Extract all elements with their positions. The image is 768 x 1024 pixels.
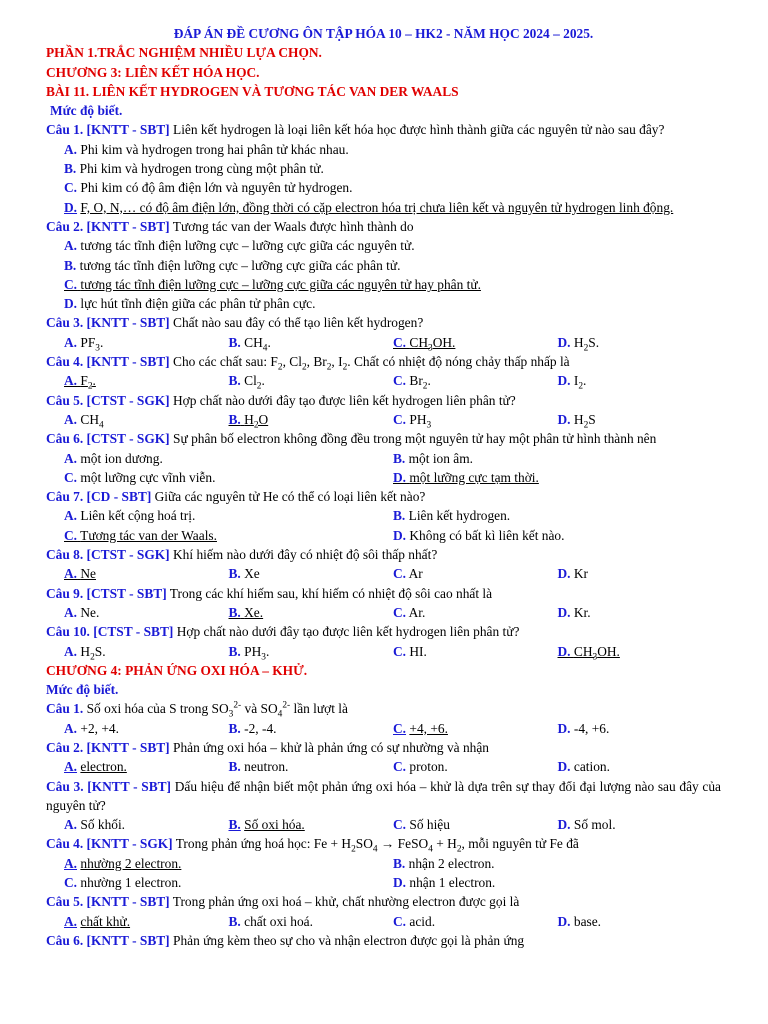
option-b: B. Phi kim và hydrogen trong cùng một phân tử. [64, 161, 324, 177]
question-number: Câu 2. [KNTT - SBT] [46, 739, 170, 755]
option-b: B. $PH_3$. [228, 643, 270, 663]
option-b: B. Liên kết hydrogen. [393, 508, 511, 524]
options-row [46, 564, 721, 583]
option-c: C. nhường 1 electron. [64, 875, 182, 891]
option-a: A. Ne. [64, 604, 100, 620]
option-a-correct: A. nhường 2 electron. [64, 855, 182, 871]
question-number: Câu 4. [KNTT - SGK] [46, 836, 173, 852]
question-number: Câu 4. [KNTT - SBT] [46, 354, 170, 370]
options-row [46, 333, 721, 352]
option-c: C. Số hiệu [393, 817, 450, 833]
question-number: Câu 9. [CTST - SBT] [46, 585, 167, 601]
question-number: Câu 10. [CTST - SBT] [46, 624, 174, 640]
question-text: Câu 2. [KNTT - SBT] Phản ứng oxi hóa – khử là phản ứng có sự nhường và nhận [46, 739, 489, 755]
option-c-correct: C. tương tác tĩnh điện lưỡng cực – lưỡng cực giữa các nguyên tử hay phân tử. [64, 276, 481, 292]
chapter-3-heading: CHƯƠNG 3: LIÊN KẾT HÓA HỌC. [46, 64, 260, 80]
option-b-correct: B. Xe. [228, 604, 264, 620]
options-row [46, 468, 721, 487]
option-c: C. Phi kim có độ âm điện lớn và nguyên tử hydrogen. [64, 180, 353, 196]
option-c: C. một lưỡng cực vĩnh viễn. [64, 469, 216, 485]
options-row [46, 506, 721, 525]
options-row [46, 603, 721, 622]
option-d: D. lực hút tĩnh điện giữa các phân tử phân cực. [64, 296, 316, 312]
option-d: D. Kr. [557, 604, 591, 620]
option-d: D. $I_2$. [557, 373, 587, 393]
option-b: B. tương tác tĩnh điện lưỡng cực – lưỡng cực giữa các phân tử. [64, 257, 401, 273]
option-a: A. Số khối. [64, 817, 126, 833]
option-a-correct: A. chất khử. [64, 913, 131, 929]
option-a: A. tương tác tĩnh điện lưỡng cực – lưỡng cực giữa các nguyên tử. [64, 238, 415, 254]
option-b: B. neutron. [228, 759, 289, 775]
question-number: Câu 5. [KNTT - SBT] [46, 894, 170, 910]
option-d-correct: D. $CH_3OH$. [557, 643, 620, 663]
option-c: C. Ar. [393, 604, 426, 620]
option-a: A. Liên kết cộng hoá trị. [64, 508, 196, 524]
option-c-correct: C. +4, +6. [393, 720, 448, 736]
option-b: B. nhận 2 electron. [393, 855, 495, 871]
question-text: Câu 1. Số oxi hóa của S trong $SO_3^{2-}$ và $SO_4^{2-}$ lần lượt là [46, 700, 348, 721]
question-number: Câu 2. [KNTT - SBT] [46, 218, 170, 234]
option-d: D. -4, +6. [557, 720, 610, 736]
option-c: C. acid. [393, 913, 436, 929]
options-row [46, 371, 721, 393]
option-b-correct: B. $H_2O$ [228, 411, 269, 431]
option-b: B. $CH_4$. [228, 334, 271, 354]
question-text: Câu 2. [KNTT - SBT] Tương tác van der Waals được hình thành do [46, 218, 414, 234]
option-b: B. -2, -4. [228, 720, 277, 736]
option-c: C. $Br_2$. [393, 373, 431, 393]
options-row [46, 526, 721, 545]
question-number: Câu 3. [KNTT - SBT] [46, 315, 170, 331]
option-c: C. proton. [393, 759, 448, 775]
option-b: B. $Cl_2$. [228, 373, 265, 393]
question-text: Câu 10. [CTST - SBT] Hợp chất nào dưới đây tạo được liên kết hydrogen liên phân tử? [46, 624, 520, 640]
question-number: Câu 7. [CD - SBT] [46, 489, 152, 505]
options-row [46, 815, 721, 834]
level-heading: Mức độ biết. [46, 682, 119, 698]
option-a: A. $PF_3$. [64, 334, 104, 354]
question-text: Câu 6. [CTST - SGK] Sự phân bố electron không đồng đều trong một nguyên tử hay một phân tử hình thành nên [46, 431, 657, 447]
options-row [46, 410, 721, 429]
options-row [46, 719, 721, 738]
option-c: C. Ar [393, 566, 423, 582]
option-d: D. Không có bất kì liên kết nào. [393, 527, 565, 543]
option-a: A. $CH_4$ [64, 411, 104, 431]
question-text: Câu 9. [CTST - SBT] Trong các khí hiếm sau, khí hiếm có nhiệt độ sôi cao nhất là [46, 585, 493, 601]
option-d: D. base. [557, 913, 602, 929]
question-text: Câu 1. [KNTT - SBT] Liên kết hydrogen là loại liên kết hóa học được hình thành giữa các nguyên tử nào sau đây? [46, 122, 665, 138]
options-row [46, 873, 721, 892]
part-heading: PHẦN 1.TRẮC NGHIỆM NHIỀU LỰA CHỌN. [46, 45, 322, 61]
question-text: Câu 5. [CTST - SGK] Hợp chất nào dưới đây tạo được liên kết hydrogen liên phân tử? [46, 392, 516, 408]
lesson-11-heading: BÀI 11. LIÊN KẾT HYDROGEN VÀ TƯƠNG TÁC VAN DER WAALS [46, 83, 459, 99]
option-d: D. cation. [557, 759, 610, 775]
question-text: Câu 7. [CD - SBT] Giữa các nguyên tử He có thể có loại liên kết nào? [46, 489, 426, 505]
question-number: Câu 1. [KNTT - SBT] [46, 122, 170, 138]
option-d: D. nhận 1 electron. [393, 875, 496, 891]
option-a: A. +2, +4. [64, 720, 119, 736]
option-b: B. Xe [228, 566, 260, 582]
option-d: D. $H_2S$. [557, 334, 600, 354]
option-c-correct: C. $CH_3OH$. [393, 334, 456, 354]
chapter-4-heading: CHƯƠNG 4: PHẢN ỨNG OXI HÓA – KHỬ. [46, 662, 308, 678]
option-b: B. một ion âm. [393, 450, 473, 466]
option-a-correct: A. electron. [64, 759, 127, 775]
question-text: Câu 3. [KNTT - SBT] Chất nào sau đây có thể tạo liên kết hydrogen? [46, 315, 424, 331]
question-number: Câu 5. [CTST - SGK] [46, 392, 170, 408]
option-a: A. $H_2S$. [64, 643, 106, 663]
option-c-correct: C. Tương tác van der Waals. [64, 527, 217, 543]
option-d: D. $H_2S$ [557, 411, 596, 431]
option-d-correct: D. F, O, N,… có độ âm điện lớn, đồng thời có cặp electron hóa trị chưa liên kết và nguyên tử hydrogen linh động. [64, 199, 674, 215]
question-number: Câu 1. [46, 701, 84, 717]
level-heading: Mức độ biết. [50, 103, 123, 119]
option-a: A. một ion dương. [64, 450, 163, 466]
question-text: Câu 8. [CTST - SGK] Khí hiếm nào dưới đây có nhiệt độ sôi thấp nhất? [46, 547, 438, 563]
option-a-correct: A. $F_2$. [64, 373, 96, 393]
question-number: Câu 3. [KNTT - SBT] [46, 778, 172, 794]
option-d: D. Kr [557, 566, 589, 582]
option-a-correct: A. Ne [64, 566, 97, 582]
question-text: Câu 5. [KNTT - SBT] Trong phản ứng oxi hoá – khử, chất nhường electron được gọi là [46, 894, 520, 910]
question-text: Câu 4. [KNTT - SGK] Trong phản ứng hoá học: $Fe + H_2SO_4$ → FeSO$_4$ + $H_2$, mỗi nguyên tử Fe đã [46, 836, 579, 856]
question-text: Câu 6. [KNTT - SBT] Phản ứng kèm theo sự cho và nhận electron được gọi là phản ứng [46, 932, 525, 948]
option-a: A. Phi kim và hydrogen trong hai phân tử khác nhau. [64, 141, 349, 157]
option-b-correct: B. Số oxi hóa. [228, 817, 305, 833]
question-number: Câu 8. [CTST - SGK] [46, 547, 170, 563]
option-c: C. HI. [393, 643, 427, 659]
options-row [46, 854, 721, 873]
question-text: Câu 3. [KNTT - SBT] Dấu hiệu để nhận biết một phản ứng oxi hóa – khử là dựa trên sự thay đổi đại lượng nào sau đây của nguyên tử? [46, 778, 721, 813]
options-row [46, 912, 721, 931]
question-text: Câu 4. [KNTT - SBT] Cho các chất sau: $F_2$, $Cl_2$, $Br_2$, $I_2$. Chất có nhiệt độ nóng chảy thấp nhấp là [46, 354, 570, 373]
option-d-correct: D. một lưỡng cực tạm thời. [393, 469, 539, 485]
option-c: C. $PH_3$ [393, 411, 432, 431]
options-row [46, 757, 721, 776]
options-row [46, 449, 721, 468]
question-number: Câu 6. [CTST - SGK] [46, 431, 170, 447]
option-b: B. chất oxi hoá. [228, 913, 313, 929]
option-d: D. Số mol. [557, 817, 616, 833]
question-number: Câu 6. [KNTT - SBT] [46, 932, 170, 948]
document-title: ĐÁP ÁN ĐỀ CƯƠNG ÔN TẬP HÓA 10 – HK2 - NĂM HỌC 2024 – 2025. [173, 26, 594, 41]
options-row [46, 642, 721, 661]
